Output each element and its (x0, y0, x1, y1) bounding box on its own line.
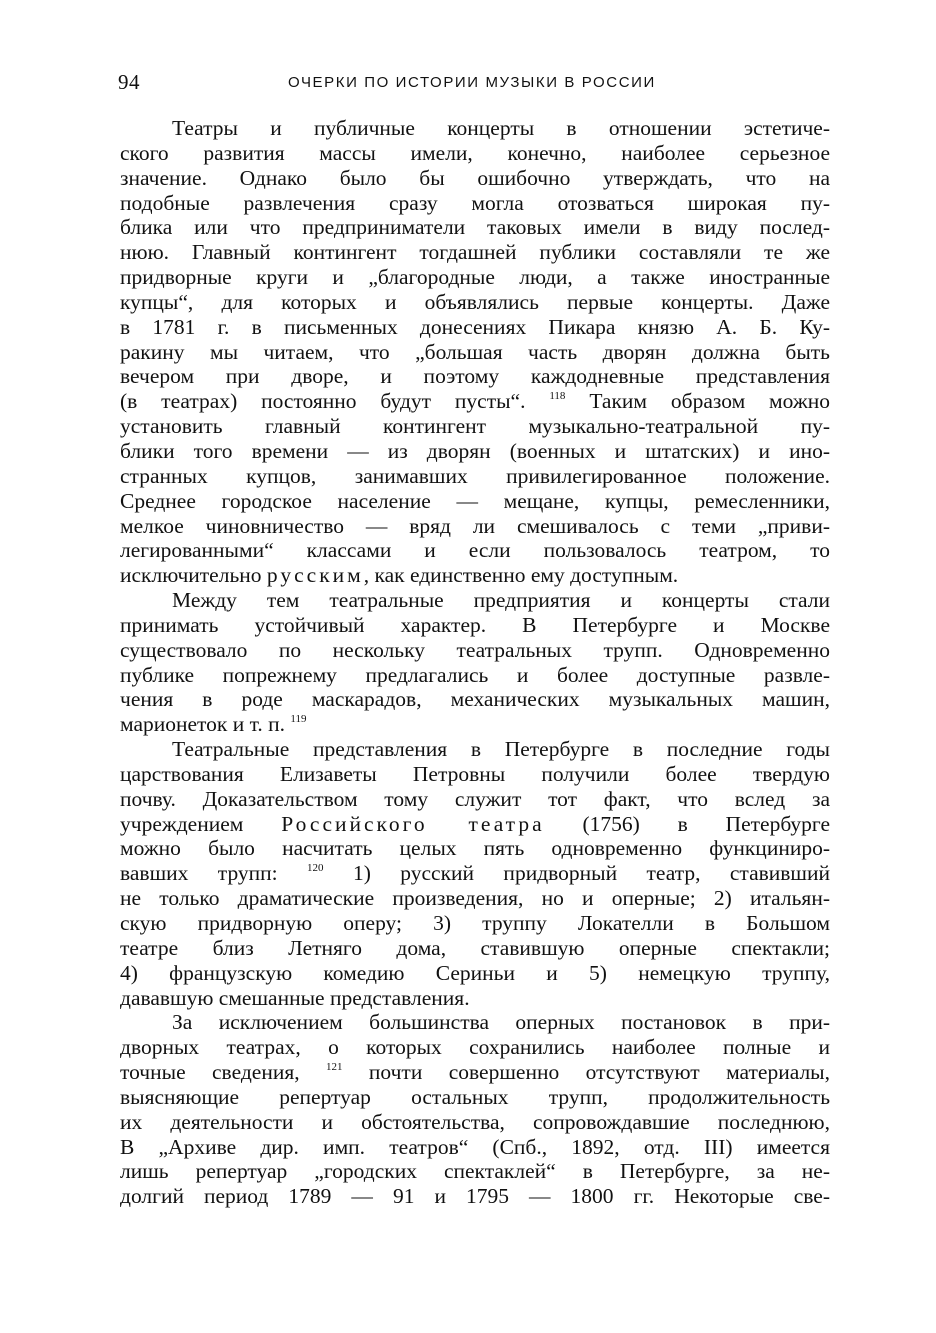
text-line: можно было насчитать целых пять одновременно функциниро- (120, 836, 830, 861)
footnote-ref: 121 (326, 1061, 343, 1074)
text-line: дававшую смешанные представления. (120, 985, 470, 1010)
text-line: установить главный контингент музыкально-театральной пу- (120, 414, 830, 439)
text-line: не только драматические произведения, но и оперные; 2) итальян- (120, 886, 830, 911)
text-line (120, 812, 830, 837)
text-segment: точные сведения, (120, 1060, 300, 1085)
text-line: подобные развлечения сразу могла отозваться широкая пу- (120, 190, 830, 215)
text-line: выясняющие репертуар остальных трупп, продолжительность (120, 1084, 830, 1109)
text-segment: исключительно (120, 563, 262, 588)
text-line: Между тем театральные предприятия и концерты стали (172, 588, 830, 613)
text-line: Театры и публичные концерты в отношении эстетиче- (172, 116, 830, 140)
text-segment: (1756) в Петербурге (544, 811, 831, 836)
page-number: 94 (118, 70, 140, 94)
footnote-ref: 119 (290, 713, 307, 726)
text-line: принимать устойчивый характер. В Петербурге и Москве (120, 612, 830, 637)
running-title: ОЧЕРКИ ПО ИСТОРИИ МУЗЫКИ В РОССИИ (288, 74, 656, 91)
text-line: ракину мы читаем, что „большая часть дворян должна быть (120, 339, 830, 364)
text-line: царствования Елизаветы Петровны получили более твердую (120, 761, 830, 786)
text-segment: марионеток и т. п. (120, 712, 286, 737)
text-line: странных купцов, занимавших привилегированное положение. (120, 463, 830, 488)
text-line: почву. Доказательством тому служит тот факт, что вслед за (120, 786, 830, 811)
text-line: публике попрежнему предлагались и более доступные развле- (120, 662, 830, 687)
text-line: ского развития массы имели, конечно, наиболее серьезное (120, 140, 830, 165)
text-line (120, 1060, 830, 1085)
text-segment: почти совершенно отсутствуют материалы, (342, 1060, 830, 1085)
emphasis-spaced: русским (266, 563, 364, 588)
text-line: в 1781 г. в письменных донесениях Пикара князю А. Б. Ку- (120, 314, 830, 339)
text-line: значение. Однако было бы ошибочно утверждать, что на (120, 165, 830, 190)
text-line (120, 563, 830, 588)
text-line: Театральные представления в Петербурге в последние годы (172, 737, 830, 762)
footnote-ref: 120 (307, 862, 324, 875)
text-line (120, 389, 830, 414)
text-segment: вавших трупп: (120, 861, 278, 886)
text-segment: 1) русский придворный театр, ставивший (323, 861, 830, 886)
text-line: чения в роде маскарадов, механических музыкальных машин, (120, 687, 830, 712)
page-header (118, 70, 831, 98)
text-line: Среднее городское население — мещане, купцы, ремесленники, (120, 488, 830, 513)
text-line: их деятельности и обстоятельства, сопровождавшие последнюю, (120, 1109, 830, 1134)
text-line: мелкое чиновничество — вряд ли смешивалось с теми „приви- (120, 513, 830, 538)
text-line: В „Архиве дир. имп. театров“ (Спб., 1892, отд. III) имеется (120, 1134, 830, 1159)
footnote-ref: 118 (549, 390, 566, 403)
text-line: нюю. Главный контингент тогдашней публики составляли те же (120, 240, 830, 265)
text-line: скую придворную оперу; 3) труппу Локателли в Большом (120, 911, 830, 935)
text-line: дворных театрах, о которых сохранились наиболее полные и (120, 1035, 830, 1060)
text-segment: Таким образом можно (565, 389, 830, 414)
text-line (120, 861, 830, 886)
text-line: долгий период 1789 — 91 и 1795 — 1800 гг. Некоторые све- (120, 1184, 830, 1209)
text-line: За исключением большинства оперных постановок в при- (172, 1010, 830, 1035)
text-segment: учреждением (120, 811, 244, 836)
text-line: 4) французскую комедию Сериньи и 5) немецкую труппу, (120, 960, 830, 985)
emphasis-spaced: Российского театра (281, 811, 545, 836)
text-segment: (в театрах) постоянно будут пусты“. (120, 389, 526, 414)
text-line (120, 712, 830, 737)
body-text (120, 116, 830, 1209)
text-line: блики того времени — из дворян (военных и штатских) и ино- (120, 438, 830, 463)
text-line: купцы“, для которых и объявлялись первые концерты. Даже (120, 289, 830, 314)
text-line: лишь репертуар „городских спектаклей“ в Петербурге, за не- (120, 1159, 830, 1184)
text-segment: , как единственно ему доступным. (363, 563, 679, 588)
text-line: придворные круги и „благородные люди, а также иностранные (120, 265, 830, 290)
text-line: блика или что предприниматели таковых имели в виду послед- (120, 215, 830, 240)
text-line: вечером при дворе, и поэтому каждодневные представления (120, 364, 830, 389)
text-line: легированными“ классами и если пользовалось театром, то (120, 538, 830, 563)
text-line: театре близ Летняго дома, ставившую оперные спектакли; (120, 935, 830, 960)
text-line: существовало по нескольку театральных трупп. Одновременно (120, 637, 830, 662)
